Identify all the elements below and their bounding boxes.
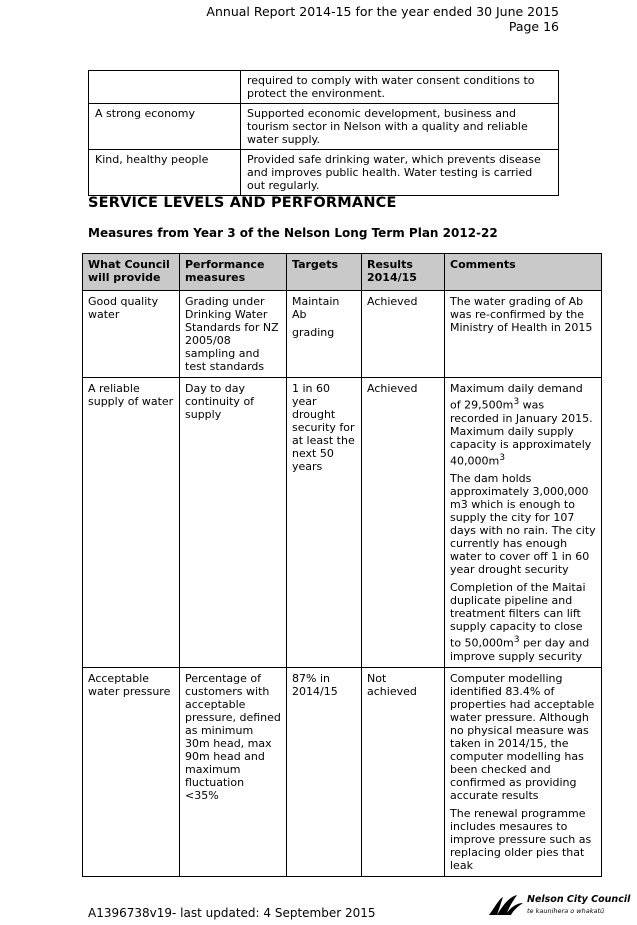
council-logo-icon	[487, 893, 525, 917]
outcome-cell: Kind, healthy people	[89, 150, 241, 196]
comment-text: Maximum daily demand of $29,500m^3$ was recorded in January 2015. Maximum daily supply capacity is approximately $40,000m^3$	[450, 382, 593, 468]
table-row	[89, 150, 559, 196]
target-cell: 87% in 2014/15	[287, 667, 362, 876]
comment-text: The renewal programme includes mesaures to improve pressure such as replacing older pies that leak	[450, 806, 592, 872]
comment-text: Completion of the Maitai duplicate pipeline and treatment filters can lift supply capacity to close to $50,000m^3$ per day and improve supply security	[450, 581, 590, 663]
page-header	[206, 4, 559, 34]
column-header: Results 2014/15	[362, 254, 445, 291]
column-header: Comments	[445, 254, 602, 291]
measure-cell: Day to day continuity of supply	[180, 378, 287, 668]
target-text: Maintain Ab	[292, 295, 340, 321]
column-header: Performance measures	[180, 254, 287, 291]
comment-text: The water grading of Ab was re-confirmed by the Ministry of Health in 2015	[450, 295, 593, 334]
contribution-cell: Supported economic development, business and tourism sector in Nelson with a quality and reliable water supply.	[241, 104, 559, 150]
column-header: What Council will provide	[83, 254, 180, 291]
comment-text: Computer modelling identified 83.4% of properties had acceptable water pressure. Although no physical measure was taken in 2014/15, the computer modelling has been checked and confirmed as providing accurate results	[450, 671, 595, 802]
section-title: SERVICE LEVELS AND PERFORMANCE	[88, 195, 397, 211]
measure-cell: Percentage of customers with acceptable pressure, defined as minimum 30m head, max 90m head and maximum fluctuation <35%	[180, 667, 287, 876]
provide-cell: A reliable supply of water	[83, 378, 180, 668]
sub-title: Measures from Year 3 of the Nelson Long Term Plan 2012-22	[88, 226, 498, 240]
logo-name: Nelson City Council	[527, 894, 631, 905]
table-row	[89, 104, 559, 150]
comment-cell	[445, 291, 602, 378]
target-cell	[287, 291, 362, 378]
table-row	[89, 71, 559, 104]
council-logo	[487, 893, 631, 919]
measure-cell: Grading under Drinking Water Standards for NZ 2005/08 sampling and test standards	[180, 291, 287, 378]
contribution-cell: Provided safe drinking water, which prevents disease and improves public health. Water testing is carried out regularly.	[241, 150, 559, 196]
logo-tagline: te kaunihera o whakatū	[527, 907, 605, 915]
comment-cell	[445, 667, 602, 876]
table-row	[83, 291, 602, 378]
result-cell: Achieved	[362, 378, 445, 668]
performance-table	[82, 253, 602, 877]
column-header: Targets	[287, 254, 362, 291]
result-cell: Not achieved	[362, 667, 445, 876]
comment-cell	[445, 378, 602, 668]
table-row	[83, 378, 602, 668]
comment-text: The dam holds approximately 3,000,000 m3 which is enough to supply the city for 107 days with no rain. The city currently has enough water to cover off 1 in 60 year drought security	[450, 472, 596, 577]
report-title: Annual Report 2014-15 for the year ended 30 June 2015	[206, 4, 559, 19]
target-cell: 1 in 60 year drought security for at least the next 50 years	[287, 378, 362, 668]
outcome-cell	[89, 71, 241, 104]
page-number: Page 16	[508, 19, 559, 34]
provide-cell: Acceptable water pressure	[83, 667, 180, 876]
contribution-cell: required to comply with water consent conditions to protect the environment.	[241, 71, 559, 104]
outcomes-table	[88, 70, 559, 196]
result-cell: Achieved	[362, 291, 445, 378]
header-row	[83, 254, 602, 291]
document-reference: A1396738v19- last updated: 4 September 2015	[88, 906, 376, 920]
target-text: grading	[292, 326, 335, 339]
provide-cell: Good quality water	[83, 291, 180, 378]
table-row	[83, 667, 602, 876]
outcome-cell: A strong economy	[89, 104, 241, 150]
